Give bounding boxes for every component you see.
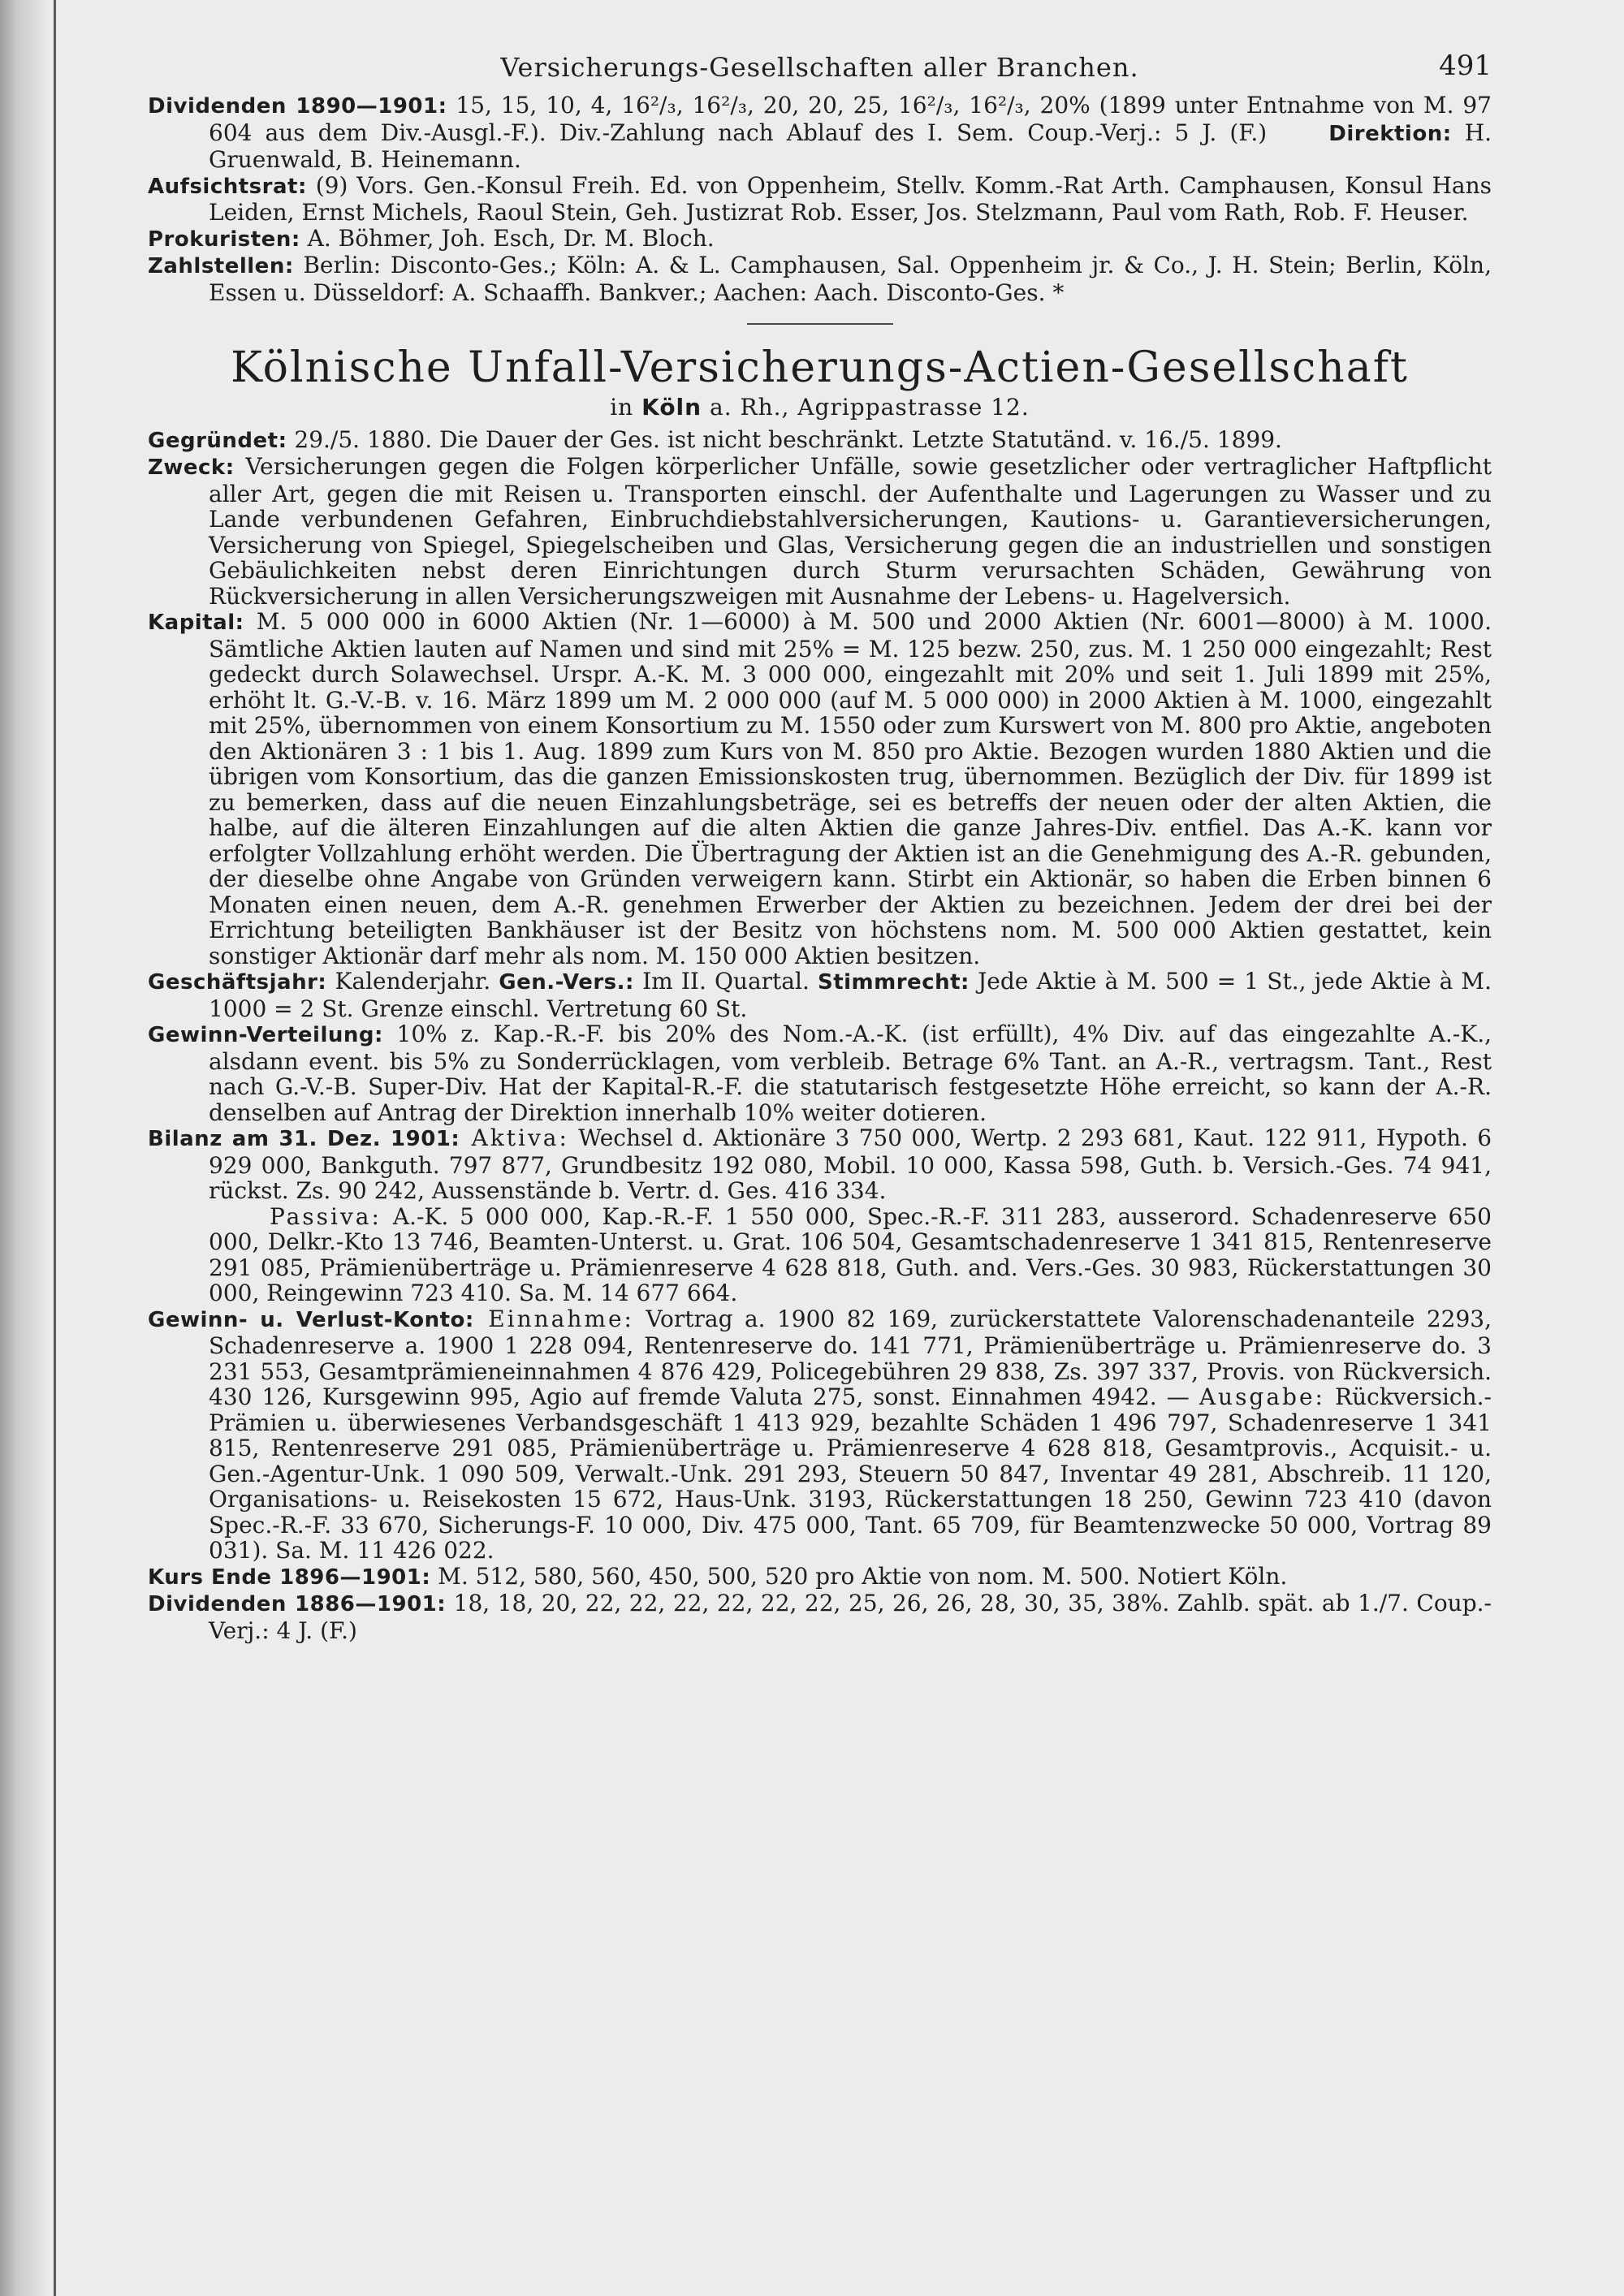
entry-label: Gegründet: [148,428,287,453]
entry-text: 15, 15, 10, 4, 16²/₃, 16²/₃, 20, 20, 25, 16²/₃, 16²/₃, 20% (1899 unter Entnahme von M. 97 604 aus dem Div.-Ausgl.-F.). Div.-Zahlung nach Ablauf des I. Sem. Coup.-Verj.: 5 J. (F.) [209,92,1492,146]
scan-binding-line [54,0,56,2296]
entry-text: Im II. Quartal. [633,968,818,995]
entry-text: Vortrag a. 1900 82 169, zurückerstattete Valorenschadenanteile 2293, Schadenreserve a. 1900 1 228 094, Rentenreserve do. 141 771, Prämienüberträge u. Prämienreserve do. 3 231 553, Gesamtprämieneinnahmen 4 876 429, Policegebühren 29 838, Zs. 397 337, Provis. von Rückversich. 430 126, Kursgewinn 995, Agio auf fremde Valuta 275, sonst. Einnahmen 4942. — [209,1305,1492,1410]
location-prefix: in [610,394,642,421]
kurs-entry [148,1564,1492,1591]
kapital-entry [148,609,1492,969]
running-head-title: Versicherungs-Gesellschaften aller Branchen. [500,52,1139,83]
entry-text: Versicherungen gegen die Folgen körperlicher Unfälle, sowie gesetzlicher oder vertraglicher Haftpflicht aller Art, gegen die mit Reisen u. Transporten einschl. der Aufenthalte und Lagerungen zu Wasser und zu Lande verbundenen Gefahren, Einbruchdiebstahlversicherungen, Kautions- u. Garantieversicherungen, Versicherung von Spiegel, Spiegelscheiben und Glas, Versicherung gegen die an industriellen und sonstigen Gebäulichkeiten nebst deren Einrichtungen durch Sturm verursachten Schäden, Gewährung von Rückversicherung in allen Versicherungszweigen mit Ausnahme der Lebens- u. Hagelversich. [209,453,1492,610]
prev-aufsichtsrat-entry [148,173,1492,226]
section-divider [747,323,893,325]
zweck-entry [148,454,1492,609]
entry-label: Direktion: [1328,121,1452,146]
page-number: 491 [1439,50,1492,82]
entry-label: Zahlstellen: [148,254,294,278]
entry-label: Dividenden 1886—1901: [148,1592,447,1616]
entry-text: Rückversich.-Prämien u. überwiesenes Verbandsgeschäft 1 413 929, bezahlte Schäden 1 496 797, Schadenreserve 1 341 815, Rentenreserve 291 085, Prämienüberträge u. Prämienreserve 4 628 818, Gesamtprovis., Acquisit.- u. Gen.-Agentur-Unk. 1 090 509, Verwalt.-Unk. 291 293, Steuern 50 847, Inventar 49 281, Abschreib. 11 120, Organisations- u. Reisekosten 15 672, Haus-Unk. 3193, Rückerstattungen 18 250, Gewinn 723 410 (davon Spec.-R.-F. 33 670, Sicherungs-F. 10 000, Div. 475 000, Tant. 65 709, für Beamtenzwecke 50 000, Vortrag 89 031). Sa. M. 11 426 022. [209,1383,1492,1564]
entry-text: (9) Vors. Gen.-Konsul Freih. Ed. von Oppenheim, Stellv. Komm.-Rat Arth. Camphausen, Konsul Hans Leiden, Ernst Michels, Raoul Stein, Geh. Justizrat Rob. Esser, Jos. Stelzmann, Paul vom Rath, Rob. F. Heuser. [209,171,1492,226]
entry-text: 29./5. 1880. Die Dauer der Ges. ist nicht beschränkt. Letzte Statutänd. v. 16./5. 1899. [287,425,1282,453]
entry-label: Zweck: [148,455,235,480]
entry-label: Gewinn- u. Verlust-Konto: [148,1307,474,1332]
bilanz-passiva [148,1204,1492,1306]
entry-text: 18, 18, 20, 22, 22, 22, 22, 22, 22, 25, 26, 26, 28, 30, 35, 38%. Zahlb. spät. ab 1./7. Coup.-Verj.: 4 J. (F.) [209,1590,1492,1644]
location-address: a. Rh., Agrippastrasse 12. [702,394,1030,421]
entry-text: A. Böhmer, Joh. Esch, Dr. M. Bloch. [300,224,715,252]
entry-label: Stimmrecht: [817,970,970,995]
company-location [148,395,1492,421]
entry-label: Dividenden 1890—1901: [148,94,447,119]
entry-text: Kalenderjahr. [326,968,499,995]
ausgabe-label: Ausgabe: [1199,1383,1325,1410]
gewinn-verteilung-entry [148,1021,1492,1125]
running-head [148,50,1492,93]
entry-label: Aufsichtsrat: [148,174,307,199]
gegruendet-entry [148,427,1492,455]
entry-text: Berlin: Disconto-Ges.; Köln: A. & L. Camphausen, Sal. Oppenheim jr. & Co., J. H. Stein; Berlin, Köln, Essen u. Düsseldorf: A. Schaaffh. Bankver.; Aachen: Aach. Disconto-Ges. * [209,252,1492,306]
entry-label: Geschäftsjahr: [148,970,327,995]
entry-text: M. 5 000 000 in 6000 Aktien (Nr. 1—6000) à M. 500 und 2000 Aktien (Nr. 6001—8000) à M. 1000. Sämtliche Aktien lauten auf Namen und sind mit 25% = M. 125 bezw. 250, zus. M. 1 250 000 eingezahlt; Rest gedeckt durch Solawechsel. Urspr. A.-K. M. 3 000 000, eingezahlt mit 20% und seit 1. Juli 1899 mit 25%, erhöht lt. G.-V.-B. v. 16. März 1899 um M. 2 000 000 (auf M. 5 000 000) in 2000 Aktien à M. 1000, eingezahlt mit 25%, übernommen von einem Konsortium zu M. 1550 oder zum Kurswert von M. 800 pro Aktie, angeboten den Aktionären 3 : 1 bis 1. Aug. 1899 zum Kurs von M. 850 pro Aktie. Bezogen wurden 1880 Aktien und die übrigen vom Konsortium, das die ganzen Emissionskosten trug, übernommen. Bezüglich der Div. für 1899 ist zu bemerken, dass auf die neuen Einzahlungsbeträge, sei es betreffs der neuen oder der alten Aktien, die halbe, auf die älteren Einzahlungen auf die alten Aktien die ganze Jahres-Div. entfiel. Das A.-K. kann vor erfolgter Vollzahlung erhöht werden. Die Übertragung der Aktien ist an die Genehmigung des A.-R. gebunden, der dieselbe ohne Angabe von Gründen verweigern kann. Stirbt ein Aktionär, so haben die Erben binnen 6 Monaten einen neuen, dem A.-R. genehmen Erwerber der Aktien zu bezeichnen. Jedem der drei bei der Errichtung beteiligten Bankhäuser ist der Besitz von höchstens nom. M. 500 000 Aktien gestattet, kein sonstiger Aktionär darf mehr als nom. M. 150 000 Aktien besitzen. [209,608,1492,969]
company-title: Kölnische Unfall-Versicherungs-Actien-Gesellschaft [231,343,1409,392]
entry-label: Prokuristen: [148,227,300,252]
entry-label: Gen.-Vers.: [499,970,634,995]
prev-zahlstellen-entry [148,252,1492,305]
entry-text: 10% z. Kap.-R.-F. bis 20% des Nom.-A.-K. (ist erfüllt), 4% Div. auf das eingezahlte A.-K., alsdann event. bis 5% zu Sonderrücklagen, vom verbleib. Betrage 6% Tant. an A.-R., vertragsm. Tant., Rest nach G.-V.-B. Super-Div. Hat der Kapital-R.-F. die statutarisch festgesetzte Höhe erreicht, so kann der A.-R. denselben auf Antrag der Direktion innerhalb 10% weiter dotieren. [209,1021,1492,1126]
entry-text: H. Gruenwald, B. Heinemann. [209,119,1492,173]
entry-label: Gewinn-Verteilung: [148,1023,383,1047]
entry-text: Jede Aktie à M. 500 = 1 St., jede Aktie à M. 1000 = 2 St. Grenze einschl. Vertretung 60 St. [209,968,1492,1022]
entry-text: A.-K. 5 000 000, Kap.-R.-F. 1 550 000, Spec.-R.-F. 311 283, ausserord. Schadenreserve 650 000, Delkr.-Kto 13 746, Beamten-Unterst. u. Grat. 106 504, Gesamtschadenreserve 1 341 815, Rentenreserve 291 085, Prämienüberträge u. Prämienreserve 4 628 818, Guth. and. Vers.-Ges. 30 983, Rückerstattungen 30 000, Reingewinn 723 410. Sa. M. 14 677 664. [209,1202,1492,1306]
gewinn-verlust-entry [148,1306,1492,1564]
entry-label: Bilanz am 31. Dez. 1901: [148,1127,460,1151]
bilanz-entry [148,1125,1492,1204]
entry-text: Wechsel d. Aktionäre 3 750 000, Wertp. 2 293 681, Kaut. 122 911, Hypoth. 6 929 000, Bankguth. 797 877, Grundbesitz 192 080, Mobil. 10 000, Kassa 598, Guth. b. Versich.-Ges. 74 941, rückst. Zs. 90 242, Aussenstände b. Vertr. d. Ges. 416 334. [209,1124,1492,1204]
entry-text: M. 512, 580, 560, 450, 500, 520 pro Aktie von nom. M. 500. Notiert Köln. [430,1562,1288,1590]
passiva-label: Passiva: [270,1202,382,1230]
location-city: Köln [641,394,702,421]
entry-label: Kurs Ende 1896—1901: [148,1564,431,1590]
aktiva-label: Aktiva: [460,1124,569,1151]
geschaeftsjahr-entry [148,969,1492,1021]
entry-label: Kapital: [148,611,244,635]
document-page [148,50,1492,1643]
scan-binding-edge [0,0,50,2296]
dividenden-entry [148,1590,1492,1643]
einnahme-label: Einnahme: [473,1305,634,1332]
prev-prokuristen-entry [148,226,1492,253]
prev-dividenden-entry [148,93,1492,173]
